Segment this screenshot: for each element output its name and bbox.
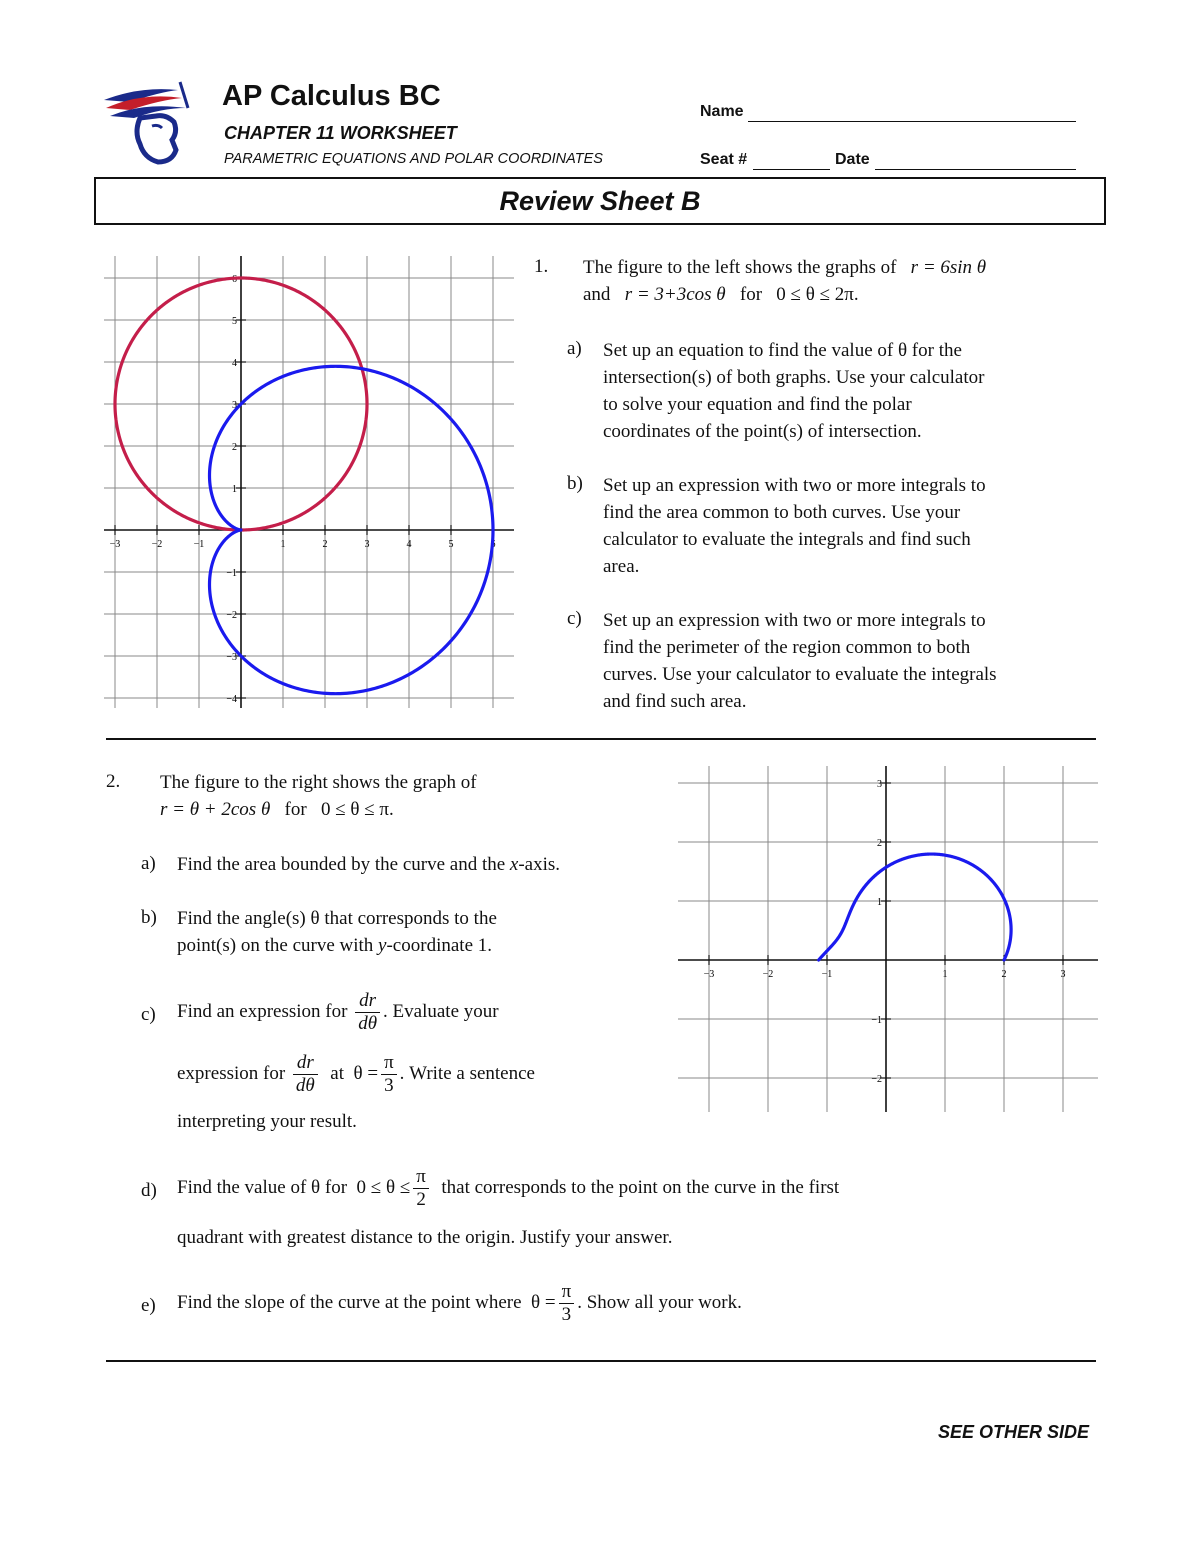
problem-2-statement (160, 769, 477, 823)
problem-1c-label: c) (567, 608, 582, 629)
title-box (94, 177, 1106, 225)
problem-2b-part: -coordinate 1. (386, 935, 492, 956)
x-tick-label: 5 (448, 539, 454, 550)
x-tick-label: −2 (151, 539, 163, 550)
sheet-title: Review Sheet B (499, 186, 701, 216)
problem-2c-part: . Write a sentence (399, 1062, 535, 1084)
y-tick-label: −4 (226, 694, 237, 705)
y-tick-label: −1 (871, 1015, 882, 1026)
problem-1-number: 1. (534, 256, 549, 277)
x-tick-label: 3 (1060, 969, 1066, 980)
x-tick-label: −1 (193, 539, 205, 550)
problem-2a-label: a) (141, 853, 156, 874)
fraction-numerator: π (381, 1052, 397, 1075)
problem-1-for: for (739, 284, 763, 305)
problem-1a-line: coordinates of the point(s) of intersection. (603, 421, 922, 442)
y-tick-label: −2 (871, 1074, 882, 1085)
see-other-side-note: SEE OTHER SIDE (938, 1422, 1090, 1442)
pi-over-2-fraction (413, 1166, 429, 1211)
y-tick-label: 1 (232, 484, 237, 495)
grid-lines (678, 766, 1098, 1112)
fraction-denominator: 3 (561, 1304, 572, 1325)
problem-1-and: and (583, 284, 611, 305)
dr-dtheta-fraction (293, 1052, 318, 1097)
problem-2d-part: Find the value of θ for (177, 1176, 348, 1198)
fraction-denominator: dθ (358, 1013, 378, 1034)
problem-2b-label: b) (141, 907, 157, 928)
problem-2-text: The figure to the right shows the graph of (160, 772, 477, 793)
fraction-denominator: 2 (416, 1189, 426, 1210)
problem-2a-text (177, 851, 560, 878)
chapter-title: CHAPTER 11 WORKSHEET (224, 123, 457, 143)
problem-2c-line2 (177, 1052, 535, 1097)
y-tick-label: 5 (232, 316, 237, 327)
problem-2c-line1 (177, 990, 499, 1035)
x-tick-label: 1 (942, 969, 948, 980)
x-tick-label: 3 (364, 539, 370, 550)
x-tick-label: 2 (322, 539, 328, 550)
problem-2-number: 2. (106, 771, 121, 792)
name-label: Name (700, 103, 744, 120)
problem-2c-part: Find an expression for (177, 1000, 348, 1022)
problem-1c-line: and find such area. (603, 691, 747, 712)
problem-2-range: 0 ≤ θ ≤ π. (320, 799, 394, 820)
x-tick-label: 6 (490, 539, 496, 550)
y-tick-label: 4 (232, 358, 237, 369)
graph-polar-sin-cardioid (104, 256, 514, 708)
problem-2c-label: c) (141, 1004, 156, 1025)
problem-1a-line: Set up an equation to find the value of θ for the (603, 340, 962, 361)
problem-2-for: for (284, 799, 307, 820)
problem-1-eq2: r = 3+3cos θ (624, 284, 726, 305)
problem-2e-part: Find the slope of the curve at the point where (177, 1291, 522, 1313)
problem-1a-label: a) (567, 338, 582, 359)
problem-1b-line: Set up an expression with two or more integrals to (603, 475, 986, 496)
problem-2-eq: r = θ + 2cos θ (160, 799, 271, 820)
y-tick-label: 6 (232, 274, 237, 285)
x-tick-label: −1 (821, 969, 833, 980)
y-tick-label: 3 (232, 400, 237, 411)
curve-series-1 (819, 854, 1011, 960)
problem-1c-line: curves. Use your calculator to evaluate the integrals (603, 664, 997, 685)
graph-polar-spiral (678, 766, 1098, 1112)
problem-1c-text (603, 607, 997, 715)
problem-1a-line: to solve your equation and find the polar (603, 394, 912, 415)
problem-1b-line: calculator to evaluate the integrals and find such (603, 529, 971, 550)
x-tick-label: −3 (703, 969, 715, 980)
problem-2d-line2: quadrant with greatest distance to the origin. Justify your answer. (177, 1227, 673, 1248)
problem-1b-line: area. (603, 556, 640, 577)
problem-2b-line: Find the angle(s) θ that corresponds to the (177, 908, 497, 929)
problem-2e-theta: θ = (531, 1291, 556, 1313)
x-tick-label: 1 (280, 539, 286, 550)
x-tick-label: 4 (406, 539, 412, 550)
fraction-numerator: π (559, 1281, 575, 1304)
seat-label: Seat # (700, 151, 748, 168)
problem-1c-line: find the perimeter of the region common to both (603, 637, 971, 658)
problem-1-statement (583, 254, 986, 308)
problem-1-eq1: r = 6sin θ (910, 257, 987, 278)
problem-2a-var: x (509, 854, 519, 875)
patriot-head-logo-icon (100, 78, 195, 168)
problem-1b-text (603, 472, 986, 580)
problem-2a-part: Find the area bounded by the curve and the (177, 854, 506, 875)
problem-2b-var: y (378, 935, 387, 956)
problem-2d-range: 0 ≤ θ ≤ (356, 1176, 411, 1198)
problem-2e-label: e) (141, 1295, 156, 1316)
y-tick-label: 3 (877, 779, 882, 790)
name-field[interactable] (748, 121, 1076, 122)
x-tick-label: −3 (109, 539, 121, 550)
problem-2d-part: that corresponds to the point on the curve in the first (441, 1176, 840, 1198)
y-tick-label: 1 (877, 897, 882, 908)
problem-1c-line: Set up an expression with two or more integrals to (603, 610, 986, 631)
y-tick-label: −1 (226, 568, 237, 579)
date-label: Date (835, 151, 870, 168)
seat-field[interactable] (753, 169, 830, 170)
section-divider (106, 1360, 1096, 1362)
problem-2b-part: point(s) on the curve with (177, 935, 374, 956)
y-tick-label: −3 (226, 652, 237, 663)
problem-2b-text (177, 905, 497, 959)
problem-1b-line: find the area common to both curves. Use your (603, 502, 961, 523)
problem-1a-line: intersection(s) of both graphs. Use your calculator (603, 367, 985, 388)
x-tick-label: −2 (762, 969, 774, 980)
problem-1a-text (603, 337, 984, 445)
fraction-denominator: 3 (384, 1075, 394, 1096)
problem-2d-line1 (177, 1166, 839, 1211)
problem-1-text: The figure to the left shows the graphs of (583, 257, 897, 278)
fraction-numerator: dr (355, 990, 380, 1013)
problem-2e-part: . Show all your work. (577, 1291, 742, 1313)
problem-2e-line (177, 1281, 742, 1326)
date-field[interactable] (875, 169, 1076, 170)
problem-2c-line3: interpreting your result. (177, 1111, 357, 1132)
problem-2c-theta: θ = (353, 1062, 379, 1084)
problem-2d-label: d) (141, 1180, 157, 1201)
y-tick-label: 2 (232, 442, 237, 453)
fraction-denominator: dθ (295, 1075, 315, 1096)
dr-dtheta-fraction (355, 990, 380, 1035)
course-title: AP Calculus BC (222, 80, 441, 112)
topic-subtitle: PARAMETRIC EQUATIONS AND POLAR COORDINATES (224, 151, 603, 167)
fraction-numerator: π (413, 1166, 429, 1189)
y-tick-label: 2 (877, 838, 882, 849)
problem-2c-part: at (330, 1062, 344, 1084)
problem-1-range: 0 ≤ θ ≤ 2π. (776, 284, 859, 305)
x-tick-label: 2 (1001, 969, 1007, 980)
pi-over-3-fraction (381, 1052, 397, 1097)
section-divider (106, 738, 1096, 740)
fraction-numerator: dr (293, 1052, 318, 1075)
pi-over-3-fraction (559, 1281, 575, 1326)
y-tick-label: −2 (226, 610, 237, 621)
problem-1b-label: b) (567, 473, 583, 494)
problem-2c-part: . Evaluate your (383, 1000, 499, 1022)
problem-2a-part: -axis. (518, 854, 561, 875)
problem-2c-part: expression for (177, 1062, 286, 1084)
